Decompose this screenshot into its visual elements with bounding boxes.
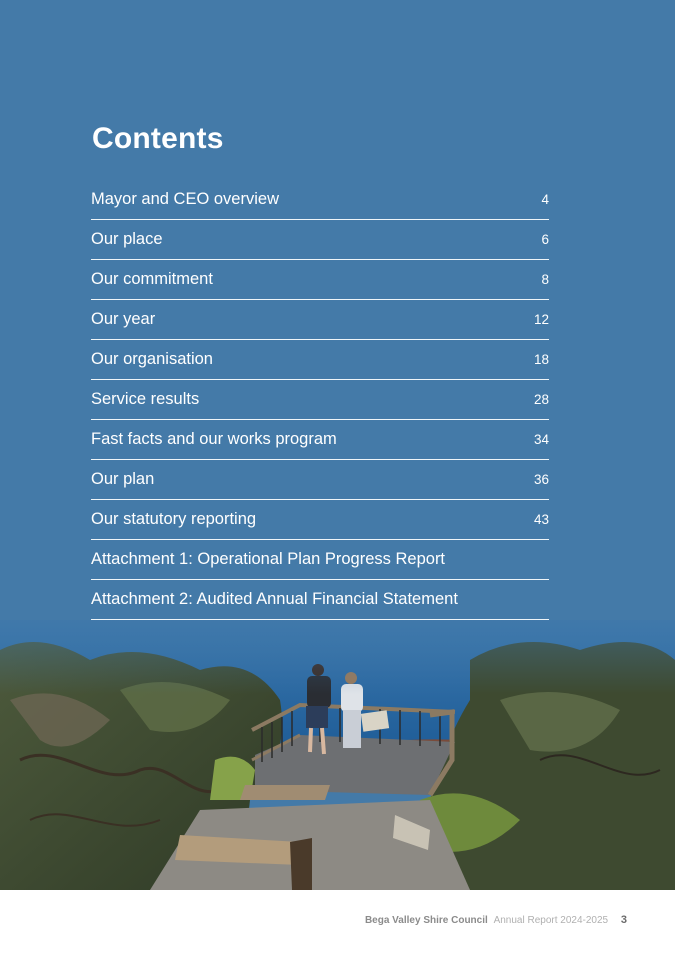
- toc-item-label: Attachment 1: Operational Plan Progress Report: [91, 550, 446, 568]
- toc-item-label: Our organisation: [91, 350, 213, 368]
- toc-item-service-results[interactable]: [91, 380, 549, 420]
- toc-item-our-organisation[interactable]: [91, 340, 549, 380]
- toc-item-our-year[interactable]: [91, 300, 549, 340]
- toc-item-our-plan[interactable]: [91, 460, 549, 500]
- toc-page-number: 43: [533, 512, 549, 527]
- toc-item-label: Service results: [91, 390, 200, 408]
- toc-page-number: 8: [541, 272, 549, 287]
- toc-item-our-place[interactable]: [91, 220, 549, 260]
- toc-item-statutory-reporting[interactable]: [91, 500, 549, 540]
- toc-page-number: 4: [541, 192, 549, 207]
- toc-item-label: Attachment 2: Audited Annual Financial Statement: [91, 590, 458, 608]
- toc-item-label: Fast facts and our works program: [91, 430, 337, 448]
- toc-item-label: Our year: [91, 310, 156, 328]
- toc-item-attachment-2[interactable]: [91, 580, 549, 620]
- contents-title: Contents: [92, 122, 224, 155]
- toc-page-number: 36: [533, 472, 549, 487]
- toc-item-label: Mayor and CEO overview: [91, 190, 279, 208]
- page-footer: [365, 914, 627, 926]
- toc-page-number: 28: [533, 392, 549, 407]
- footer-organisation: Bega Valley Shire Council: [364, 915, 488, 926]
- footer-report-title: Annual Report 2024-2025: [493, 915, 609, 926]
- toc-item-attachment-1[interactable]: [91, 540, 549, 580]
- toc-item-label: Our plan: [91, 470, 155, 488]
- toc-page-number: 34: [533, 432, 549, 447]
- toc-page-number: 6: [541, 232, 549, 247]
- toc-item-fast-facts[interactable]: [91, 420, 549, 460]
- footer-page-number: 3: [620, 914, 627, 926]
- toc-item-mayor-ceo-overview[interactable]: [91, 180, 549, 220]
- table-of-contents: [91, 180, 549, 620]
- toc-item-label: Our statutory reporting: [91, 510, 257, 528]
- toc-page-number: 12: [533, 312, 549, 327]
- toc-item-label: Our place: [91, 230, 163, 248]
- toc-page-number: 18: [533, 352, 549, 367]
- toc-item-label: Our commitment: [91, 270, 213, 288]
- toc-item-our-commitment[interactable]: [91, 260, 549, 300]
